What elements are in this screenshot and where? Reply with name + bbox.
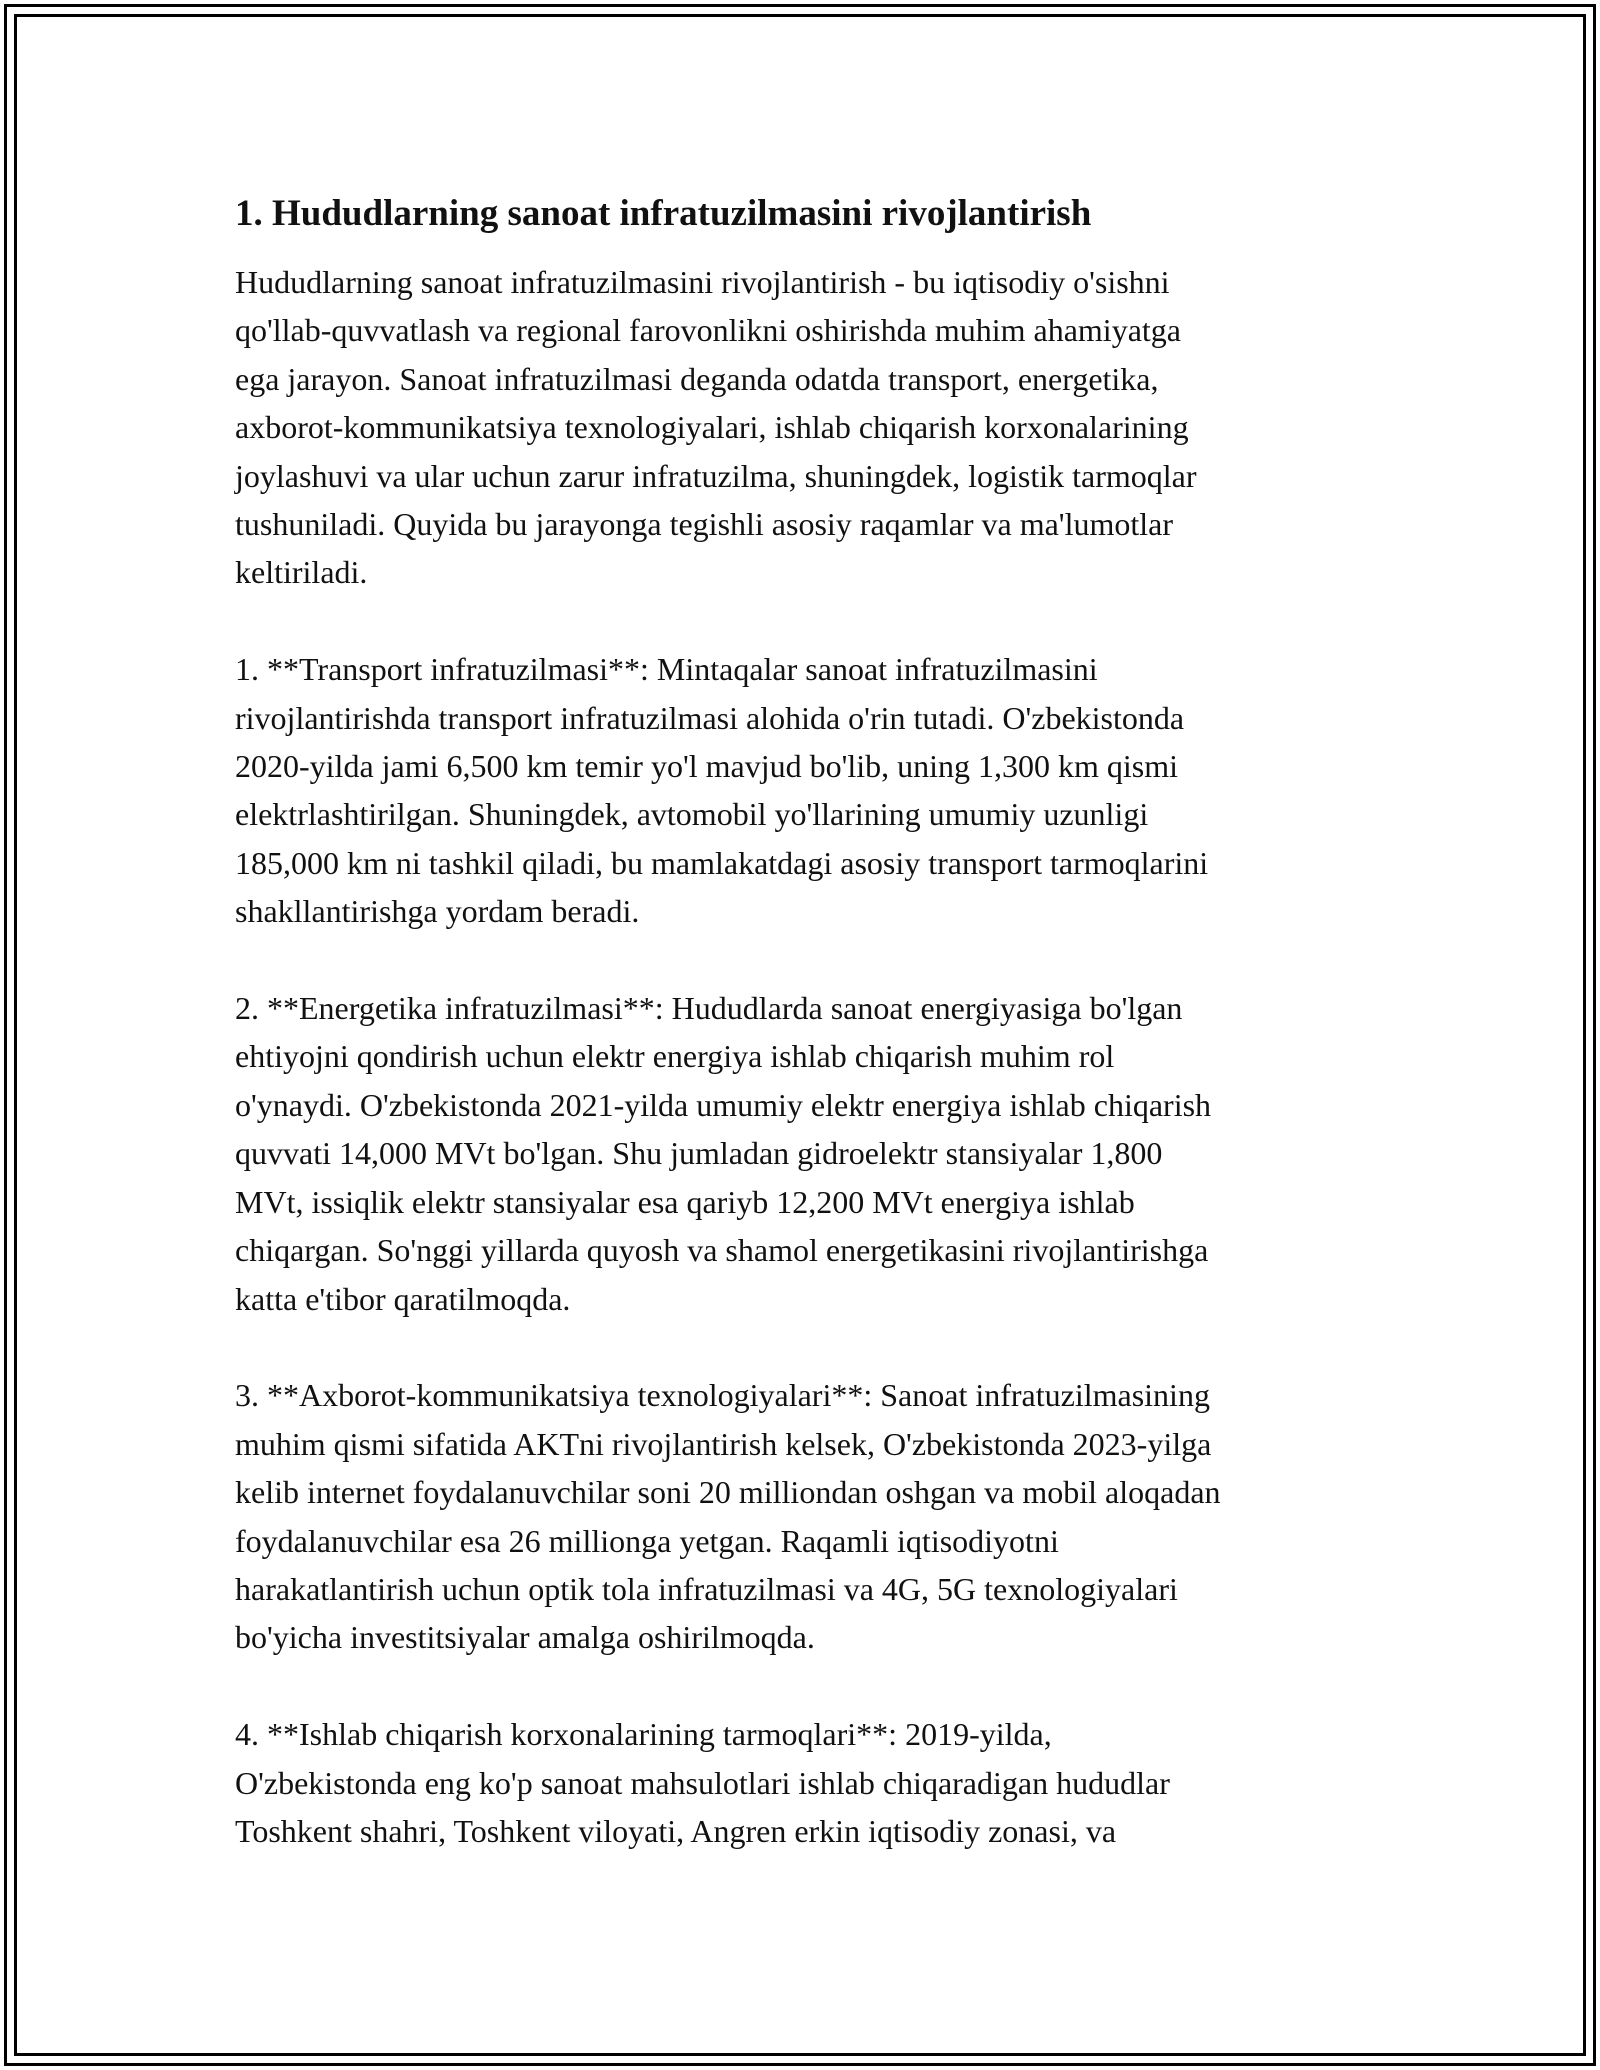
paragraph-line: O'zbekistonda eng ko'p sanoat mahsulotlari ishlab chiqaradigan hududlar [235,1764,1170,1801]
paragraph [235,984,1385,1323]
paragraph-line: ehtiyojni qondirish uchun elektr energiya ishlab chiqarish muhim rol [235,1038,1115,1075]
paragraph-line: chiqargan. So'nggi yillarda quyosh va shamol energetikasini rivojlantirishga [235,1232,1209,1269]
paragraph [235,1371,1385,1661]
paragraph [235,1710,1385,1855]
paragraph-line: axborot-kommunikatsiya texnologiyalari, ishlab chiqarish korxonalarining [235,409,1189,446]
paragraph-line: 4. **Ishlab chiqarish korxonalarining tarmoqlari**: 2019-yilda, [235,1716,1052,1753]
paragraph-line: qo'llab-quvvatlash va regional farovonlikni oshirishda muhim ahamiyatga [235,312,1181,349]
paragraph-line: katta e'tibor qaratilmoqda. [235,1280,571,1317]
paragraph-line: 1. **Transport infratuzilmasi**: Mintaqalar sanoat infratuzilmasini [235,651,1098,688]
paragraph-line: joylashuvi va ular uchun zarur infratuzilma, shuningdek, logistik tarmoqlar [235,457,1197,494]
paragraph-line: o'ynaydi. O'zbekistonda 2021-yilda umumiy elektr energiya ishlab chiqarish [235,1086,1212,1123]
paragraph-line: bo'yicha investitsiyalar amalga oshirilmoqda. [235,1619,815,1656]
paragraph [235,258,1385,597]
paragraph-line: keltiriladi. [235,554,368,591]
paragraph-line: elektrlashtirilgan. Shuningdek, avtomobil yo'llarining umumiy uzunligi [235,796,1149,833]
paragraph-line: 2. **Energetika infratuzilmasi**: Hududlarda sanoat energiyasiga bo'lgan [235,990,1183,1027]
paragraph-line: quvvati 14,000 MVt bo'lgan. Shu jumladan gidroelektr stansiyalar 1,800 [235,1135,1163,1172]
paragraph-line: Hududlarning sanoat infratuzilmasini rivojlantirish - bu iqtisodiy o'sishni [235,264,1170,300]
paragraph-line: Toshkent shahri, Toshkent viloyati, Angren erkin iqtisodiy zonasi, va [235,1812,1117,1849]
paragraph-line: muhim qismi sifatida AKTni rivojlantirish kelsek, O'zbekistonda 2023-yilga [235,1425,1212,1462]
paragraph-line: 3. **Axborot-kommunikatsiya texnologiyalari**: Sanoat infratuzilmasining [235,1377,1210,1414]
paragraph [235,645,1385,935]
paragraph-line: rivojlantirishda transport infratuzilmasi alohida o'rin tutadi. O'zbekistonda [235,699,1185,736]
paragraph-line: foydalanuvchilar esa 26 millionga yetgan. Raqamli iqtisodiyotni [235,1522,1059,1559]
paragraph-line: 2020-yilda jami 6,500 km temir yo'l mavjud bo'lib, uning 1,300 km qismi [235,748,1179,785]
paragraph-line: ega jarayon. Sanoat infratuzilmasi deganda odatda transport, energetika, [235,360,1159,397]
paragraph-line: 185,000 km ni tashkil qiladi, bu mamlakatdagi asosiy transport tarmoqlarini [235,844,1209,881]
paragraph-line: MVt, issiqlik elektr stansiyalar esa qariyb 12,200 MVt energiya ishlab [235,1183,1135,1220]
document-page [235,188,1385,1904]
document-body [235,258,1385,1855]
paragraph-line: kelib internet foydalanuvchilar soni 20 milliondan oshgan va mobil aloqadan [235,1474,1221,1511]
paragraph-line: harakatlantirish uchun optik tola infratuzilmasi va 4G, 5G texnologiyalari [235,1570,1178,1607]
paragraph-line: tushuniladi. Quyida bu jarayonga tegishli asosiy raqamlar va ma'lumotlar [235,506,1173,543]
document-title: 1. Hududlarning sanoat infratuzilmasini rivojlantirish [235,193,1092,234]
paragraph-line: shakllantirishga yordam beradi. [235,893,640,930]
